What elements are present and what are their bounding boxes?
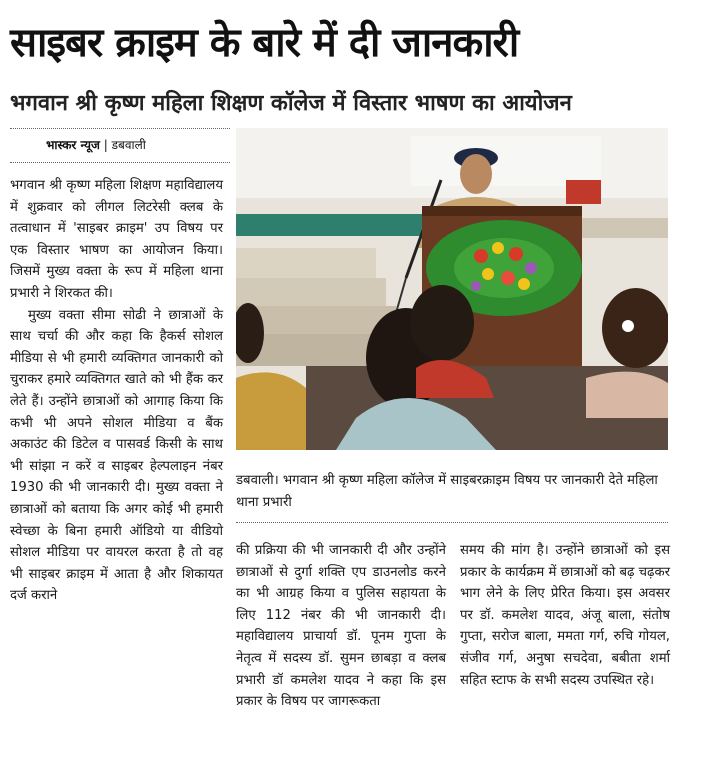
headline: साइबर क्राइम के बारे में दी जानकारी [10,20,519,66]
article-paragraph: समय की मांग है। उन्होंने छात्राओं को इस प्रकार के कार्यक्रम में छात्राओं को बढ़ चढ़कर भाग लेने के लिए प्रेरित किया। इस अवसर पर डॉ. कमलेश यादव, अंजू बाला, संतोष गुप्ता, सरोज बाला, ममता गर्ग, रुचि गोयल, संजीव गर्ग, अनुषा सचदेवा, बबीता शर्मा सहित स्टाफ के सभी सदस्य उपस्थित रहे। [460,543,670,688]
byline-source: भास्कर न्यूज [46,138,100,152]
byline-rule [10,162,230,163]
article-paragraph: की प्रक्रिया की भी जानकारी दी और उन्होंने छात्राओं से दुर्गा शक्ति एप डाउनलोड करने का भी आग्रह किया व पुलिस सहायता के लिए 112 नंबर की भी जानकारी दी। महाविद्यालय प्राचार्या डॉ. पूनम गुप्ता के नेतृत्व में सदस्य डॉ. सुमन छाबड़ा व क्लब प्रभारी डॉ कमलेश यादव ने कहा कि इस प्रकार के विषय पर जागरूकता [236,543,446,710]
article-column-3 [460,540,670,691]
article-paragraph: मुख्य वक्ता सीमा सोढी ने छात्राओं के साथ चर्चा की और कहा कि हैकर्स सोशल मीडिया से भी हमारी व्यक्तिगत जानकारी को चुराकर हमारे व्यक्तिगत खाते को भी हैंक कर लेते हैं। उन्होंने छात्राओं को आगाह किया कि कभी भी अपने सोशल मीडिया व बैंक अकाउंट की डिटेल व पासवर्ड किसी के साथ भी सांझा न करें व साइबर हेल्पलाइन नंबर 1930 की भी जानकारी दी। मुख्य वक्ता ने छात्राओं को बताया कि अगर कोई भी हमारी स्वेच्छा के बिना हमारी ऑडियो या वीडियो सोशल मीडिया पर वायरल करता है तो वह भी साइबर क्राइम में आता है और शिकायत दर्ज कराने [10,307,223,604]
byline [46,136,146,154]
caption-rule [236,522,668,523]
top-rule [10,128,230,129]
byline-place: डबवाली [111,138,146,152]
photo-caption: डबवाली। भगवान श्री कृष्ण महिला कॉलेज में साइबरक्राइम विषय पर जानकारी देते महिला थाना प्रभारी [236,473,658,510]
article-column-1 [10,175,223,607]
byline-separator: | [99,138,112,152]
article-paragraph: भगवान श्री कृष्ण महिला शिक्षण महाविद्यालय में शुक्रवार को लीगल लिटरेसी क्लब के तत्वाधान में 'साइबर क्राइम' उप विषय पर एक विस्तार भाषण का आयोजन किया। जिसमें मुख्य वक्ता के रूप में महिला थाना प्रभारी ने शिरकत की। [10,178,223,301]
news-photo [236,128,668,450]
subheadline: भगवान श्री कृष्ण महिला शिक्षण कॉलेज में विस्तार भाषण का आयोजन [10,91,572,116]
article-column-2 [236,540,446,713]
photo-icon [236,128,668,450]
